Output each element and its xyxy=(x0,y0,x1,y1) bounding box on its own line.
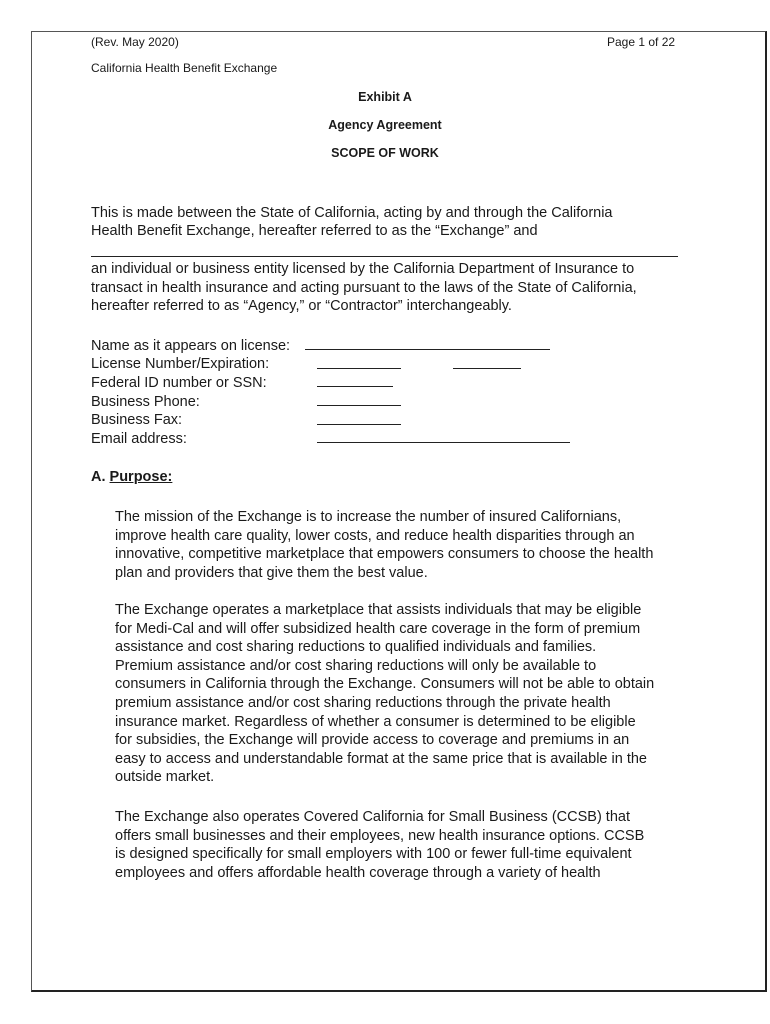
paragraph-line: is designed specifically for small employers with 100 or fewer full-time equivalent xyxy=(115,846,632,863)
paragraph-line: improve health care quality, lower costs, and reduce health disparities through an xyxy=(115,527,635,544)
email-blank[interactable] xyxy=(317,442,570,443)
section-a-heading xyxy=(91,469,172,485)
paragraph-line: offers small businesses and their employees, new health insurance options. CCSB xyxy=(115,827,645,844)
name-label: Name as it appears on license: xyxy=(91,338,291,354)
purpose-paragraph-3 xyxy=(115,808,680,882)
federal-id-blank[interactable] xyxy=(317,386,393,387)
paragraph-line: plan and providers that give them the best value. xyxy=(115,564,428,581)
license-number-blank[interactable] xyxy=(317,368,401,369)
intro-line: an individual or business entity licensed by the California Department of Insurance to xyxy=(91,261,635,277)
revision-date: (Rev. May 2020) xyxy=(91,35,179,49)
paragraph-line: innovative, competitive marketplace that empowers consumers to choose the health xyxy=(115,546,654,563)
paragraph-line: outside market. xyxy=(115,769,215,786)
scope-title: SCOPE OF WORK xyxy=(331,146,439,160)
license-label: License Number/Expiration: xyxy=(91,356,270,372)
paragraph-line: consumers in California through the Exchange. Consumers will not be able to obtain xyxy=(115,676,655,693)
paragraph-line: easy to access and understandable format at the same price that is available in the xyxy=(115,750,647,767)
intro-line: transact in health insurance and acting pursuant to the laws of the State of California, xyxy=(91,280,637,296)
purpose-paragraph-2 xyxy=(115,601,680,787)
section-a-prefix: A. xyxy=(91,469,106,485)
name-blank[interactable] xyxy=(305,349,550,350)
paragraph-line: assistance and cost sharing reductions to qualified individuals and families. xyxy=(115,639,597,656)
paragraph-line: The mission of the Exchange is to increase the number of insured Californians, xyxy=(115,509,622,525)
paragraph-line: Premium assistance and/or cost sharing reductions will only be available to xyxy=(115,657,597,674)
exhibit-title: Exhibit A xyxy=(358,90,412,104)
paragraph-line: insurance market. Regardless of whether a consumer is determined to be eligible xyxy=(115,713,636,730)
intro-line: hereafter referred to as “Agency,” or “Contractor” interchangeably. xyxy=(91,298,512,314)
paragraph-line: for subsidies, the Exchange will provide access to coverage and premiums in an xyxy=(115,732,630,749)
intro-line: This is made between the State of California, acting by and through the California xyxy=(91,205,613,221)
federal-id-label: Federal ID number or SSN: xyxy=(91,375,267,391)
purpose-paragraph-1 xyxy=(115,508,680,582)
phone-label: Business Phone: xyxy=(91,394,200,410)
fax-label: Business Fax: xyxy=(91,412,183,428)
page-number: Page 1 of 22 xyxy=(607,35,676,49)
email-label: Email address: xyxy=(91,431,187,447)
intro-line: Health Benefit Exchange, hereafter referred to as the “Exchange” and xyxy=(91,223,538,239)
agreement-title: Agency Agreement xyxy=(328,118,442,132)
section-a-title: Purpose: xyxy=(109,469,173,485)
paragraph-line: premium assistance and/or cost sharing reductions through the private health xyxy=(115,694,611,711)
agency-name-blank[interactable] xyxy=(91,256,678,257)
phone-blank[interactable] xyxy=(317,405,401,406)
paragraph-line: The Exchange also operates Covered California for Small Business (CCSB) that xyxy=(115,809,630,825)
paragraph-line: employees and offers affordable health coverage through a variety of health xyxy=(115,864,601,881)
paragraph-line: The Exchange operates a marketplace that assists individuals that may be eligible xyxy=(115,602,642,618)
fax-blank[interactable] xyxy=(317,424,401,425)
license-expiration-blank[interactable] xyxy=(453,368,521,369)
paragraph-line: for Medi-Cal and will offer subsidized health care coverage in the form of premium xyxy=(115,620,641,637)
organization-name: California Health Benefit Exchange xyxy=(91,61,278,75)
